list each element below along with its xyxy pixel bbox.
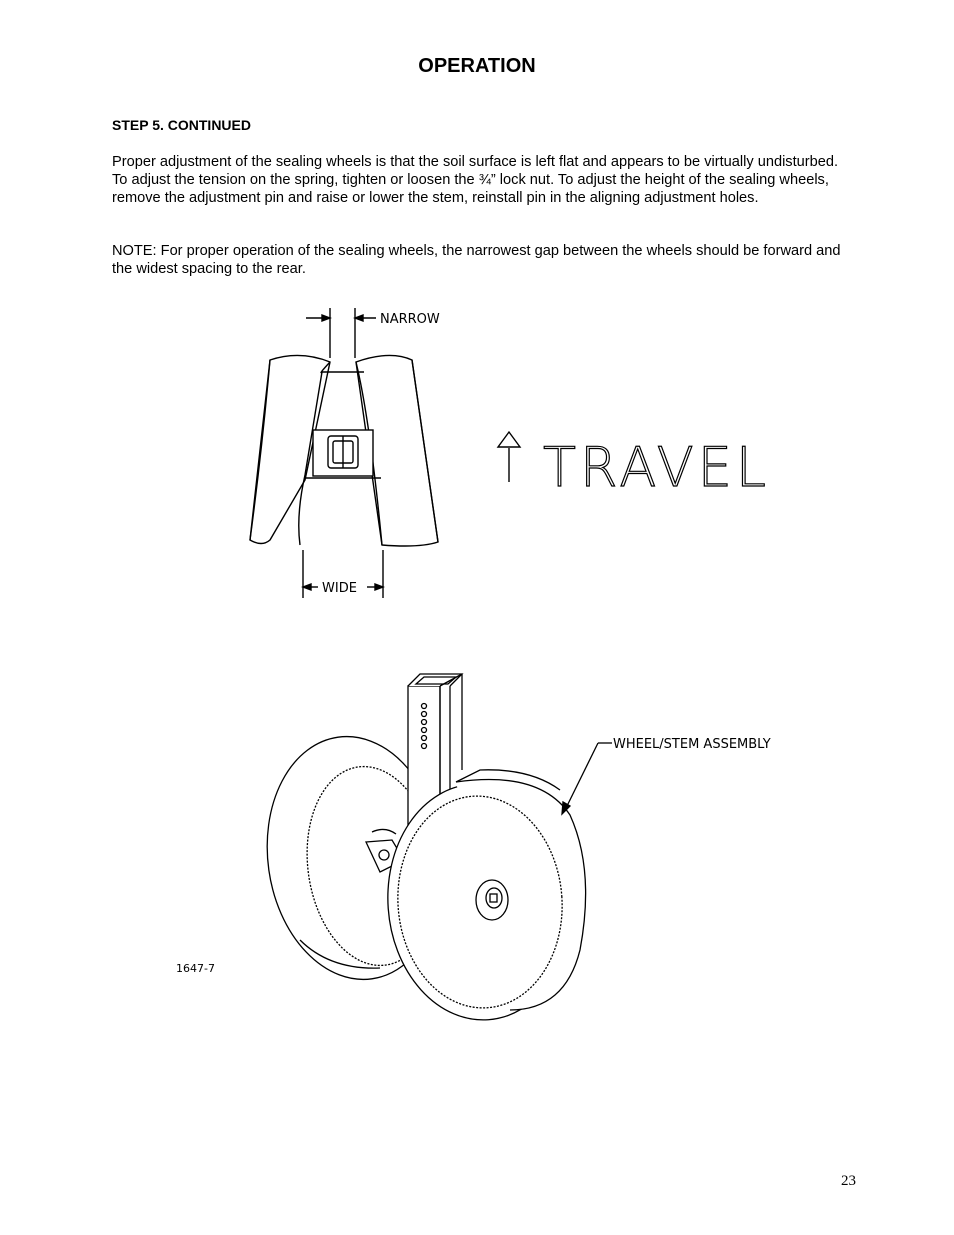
part-number-label: 1647-7 <box>176 962 215 975</box>
adjustment-paragraph: Proper adjustment of the sealing wheels is that the soil surface is left flat and appears to be virtually undisturbed. To adjust the tension on the spring, tighten or loosen the ¾” lock nut. To adjust the height of the sealing wheels, remove the adjustment pin and raise or lower the stem, reinstall pin in the aligning adjustment holes. <box>112 154 839 206</box>
note-paragraph: NOTE: For proper operation of the sealing wheels, the narrowest gap between the wheels should be forward and the widest spacing to the rear. <box>112 243 841 277</box>
page-title: OPERATION <box>418 55 536 77</box>
wheel-stem-assembly-label: WHEEL/STEM ASSEMBLY <box>613 737 771 752</box>
wide-label: WIDE <box>322 581 357 596</box>
step-heading: STEP 5. CONTINUED <box>112 117 251 133</box>
wheel-stem-assembly-diagram <box>252 674 612 1026</box>
narrow-label: NARROW <box>380 312 440 327</box>
page-number: 23 <box>841 1173 856 1189</box>
travel-label: TRAVEL <box>543 436 770 499</box>
top-view-diagram <box>250 308 520 598</box>
